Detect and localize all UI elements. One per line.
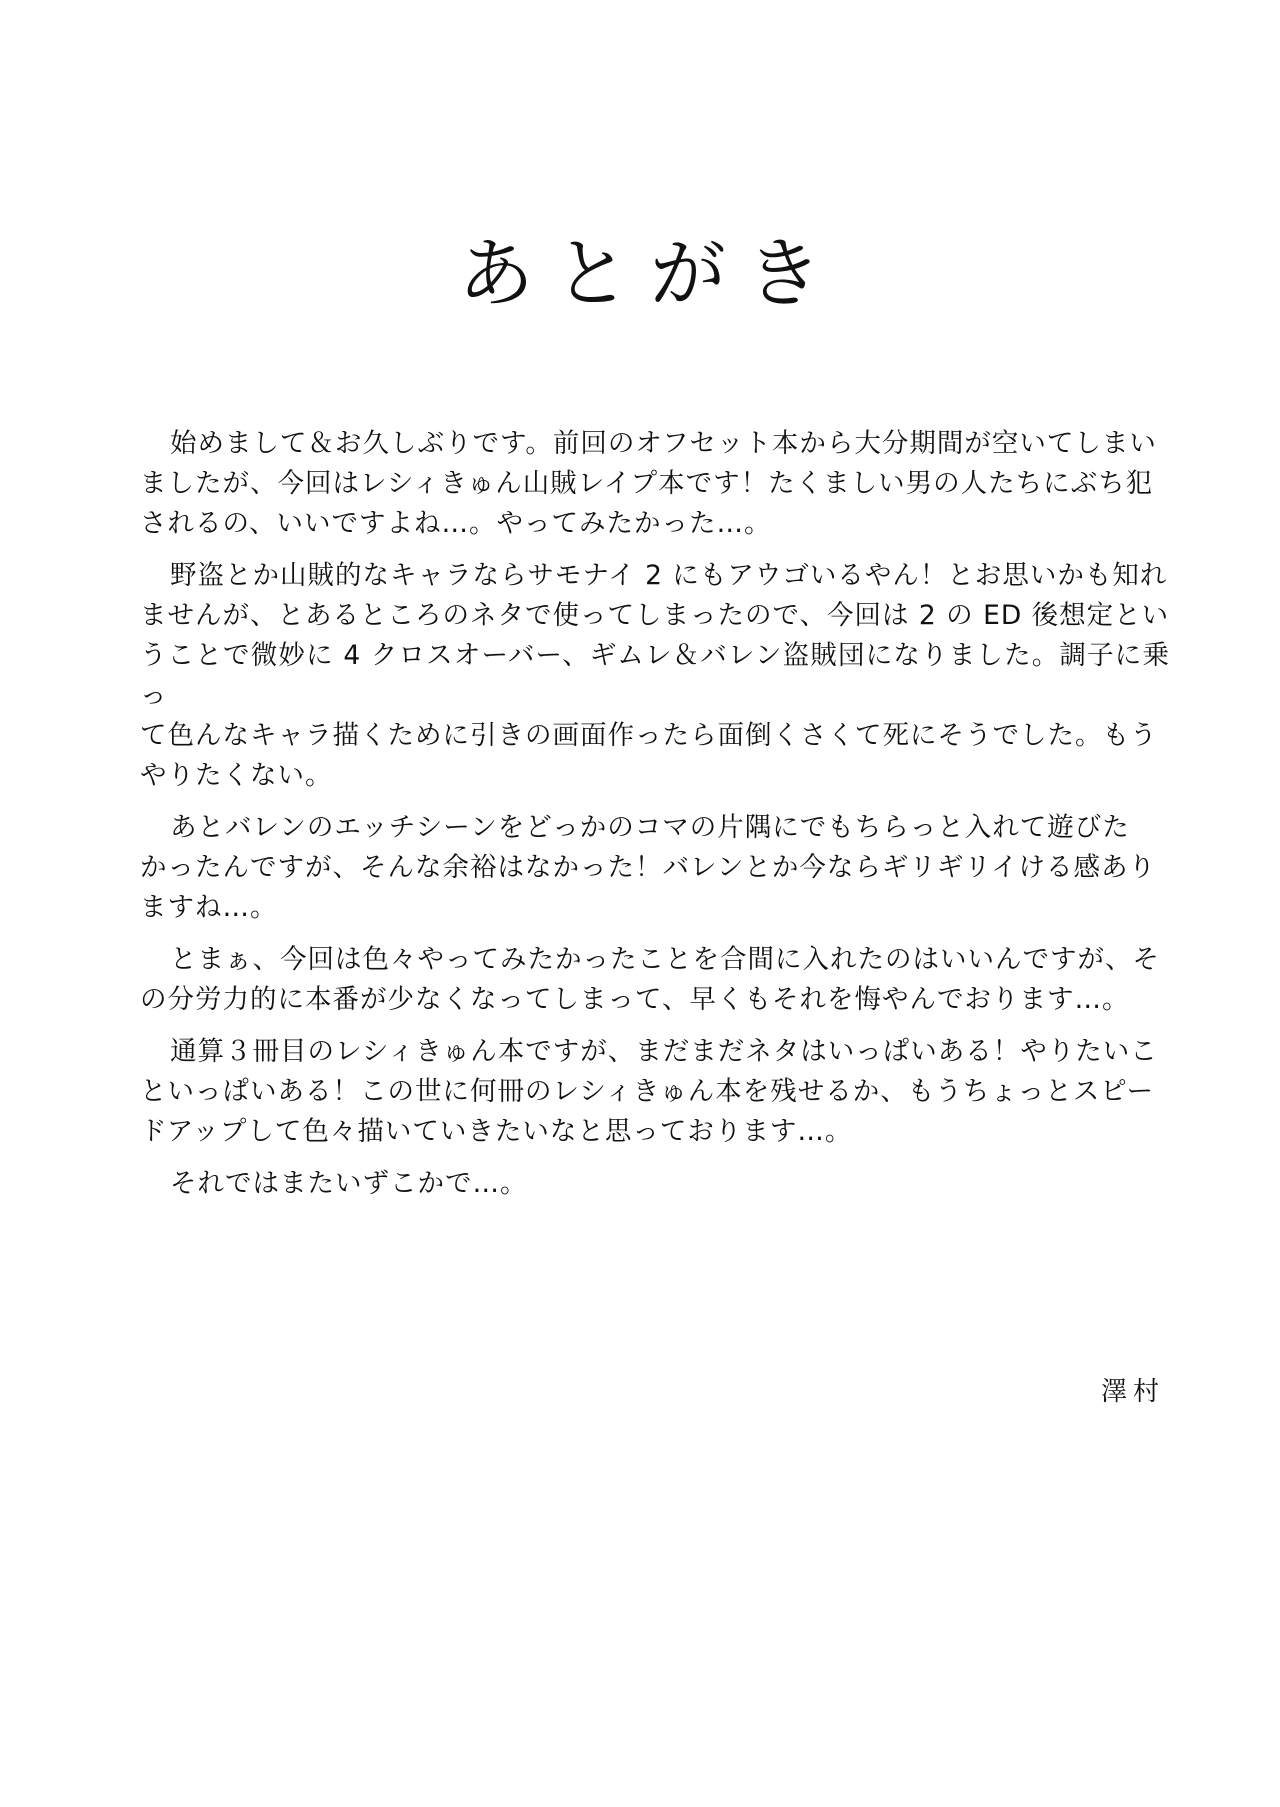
paragraph-3: あとバレンのエッチシーンをどっかのコマの片隅にでもちらっと入れて遊びた かったんですが、そんな余裕はなかった！バレンとか今ならギリギリイける感あり ますね…。 [140, 812, 1157, 923]
afterword-body [140, 424, 1170, 1216]
author-signature: 澤村 [1100, 1377, 1165, 1407]
paragraph-4: とまぁ、今回は色々やってみたかったことを合間に入れたのはいいんですが、そ の分労力的に本番が少なくなってしまって、早くもそれを悔やんでおります…。 [140, 944, 1160, 1015]
paragraph-6: それではまたいずこかで…。 [170, 1168, 528, 1199]
page-title: あとがき [458, 228, 842, 318]
paragraph-2: 野盗とか山賊的なキャラならサモナイ 2 にもアウゴいるやん！とお思いかも知れ ませんが、とあるところのネタで使ってしまったので、今回は 2 の ED 後想定とい うことで微妙に 4 クロスオーバー、ギムレ＆バレン盗賊団になりました。調子に乗っ て色んなキャラ描くために引きの画面作ったら面倒くさくて死にそうでした。もう やりたくない。 [140, 560, 1170, 791]
paragraph-1: 始めまして＆お久しぶりです。前回のオフセット本から大分期間が空いてしまい ましたが、今回はレシィきゅん山賊レイプ本です！たくましい男の人たちにぶち犯 されるの、いいですよね…。やってみたかった…。 [140, 428, 1157, 539]
paragraph-5: 通算３冊目のレシィきゅん本ですが、まだまだネタはいっぱいある！やりたいこ といっぱいある！この世に何冊のレシィきゅん本を残せるか、もうちょっとスピー ドアップして色々描いていきたいなと思っております…。 [140, 1036, 1158, 1147]
